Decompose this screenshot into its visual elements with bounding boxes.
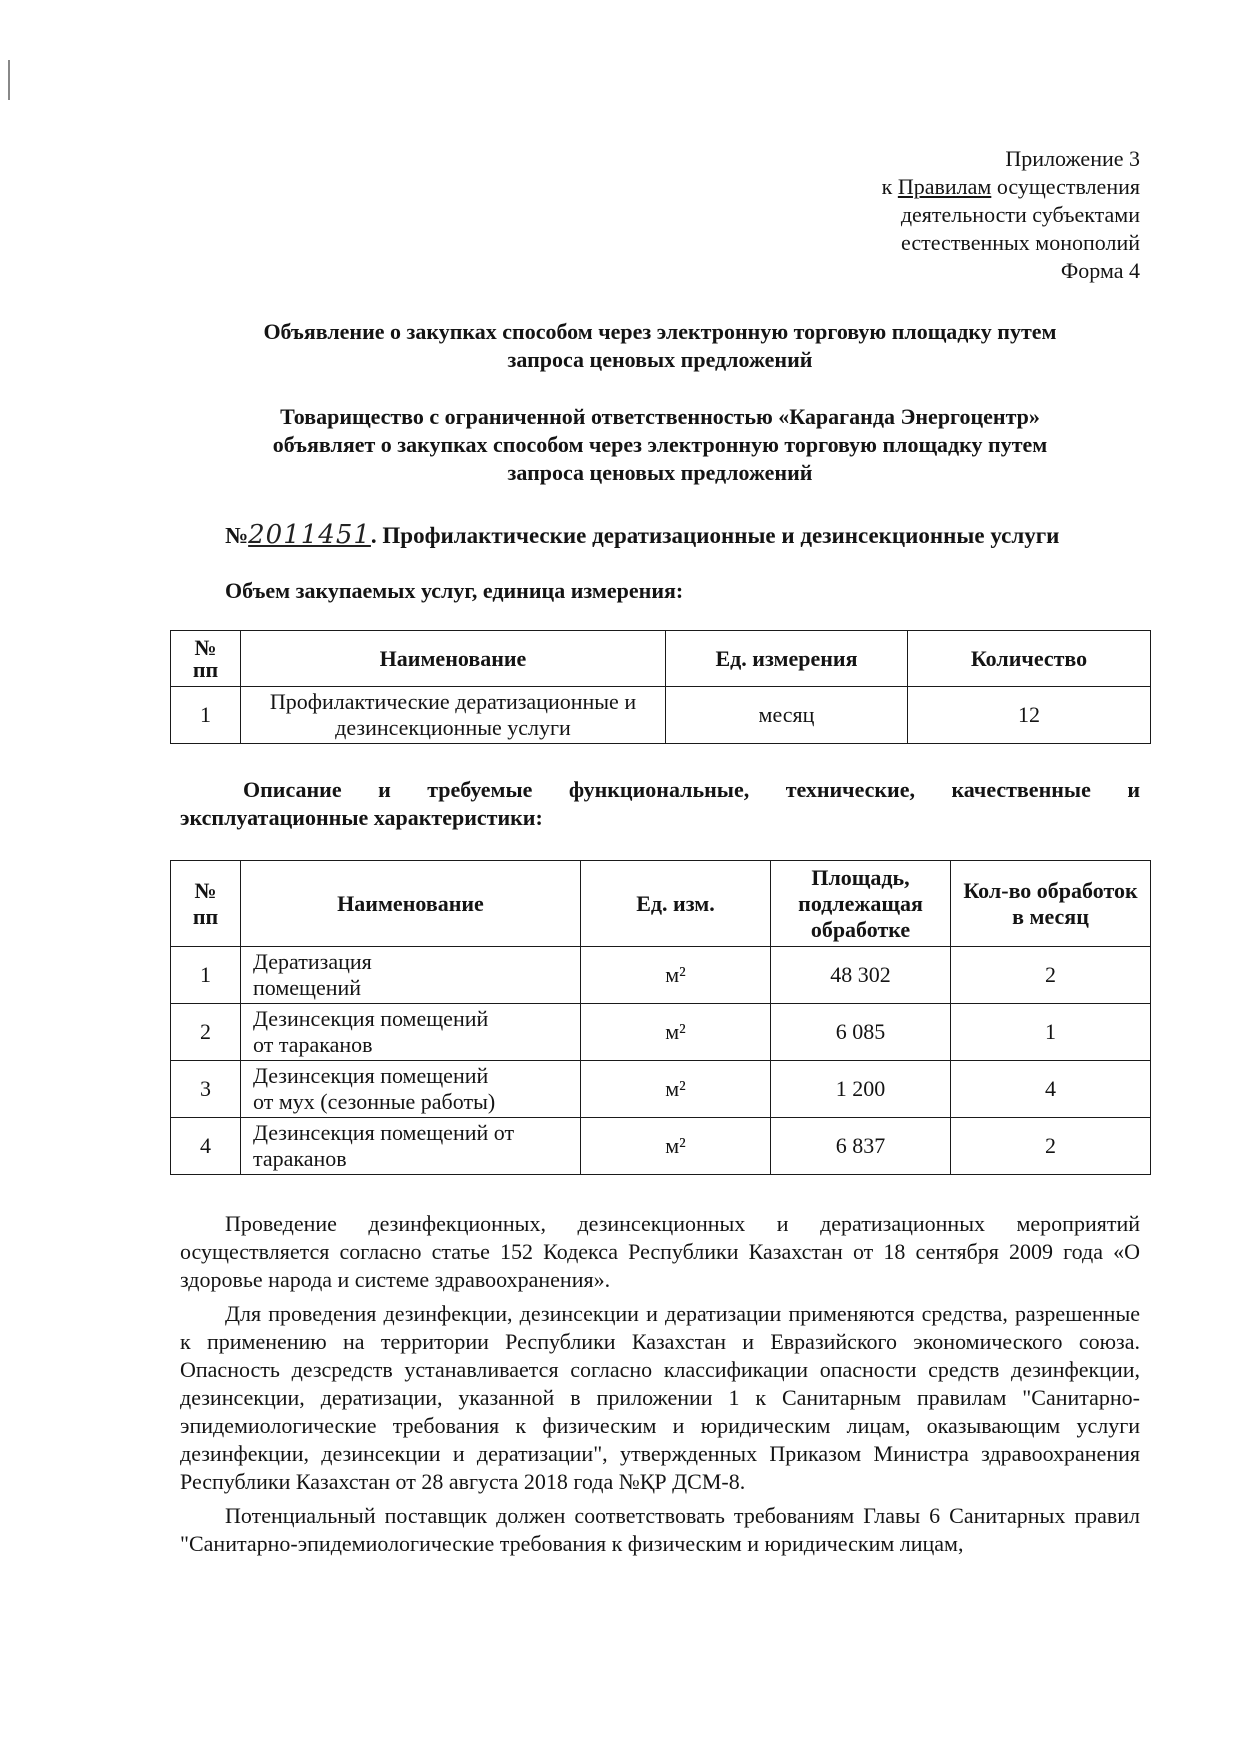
table-row: [171, 947, 1151, 1004]
paragraph: Потенциальный поставщик должен соответствовать требованиям Главы 6 Санитарных правил "Санитарно-эпидемиологические требования к физическим и юридическим лицам,: [180, 1503, 1140, 1556]
table-row: [171, 1061, 1151, 1118]
column-header: Площадь, подлежащая обработке: [771, 861, 951, 947]
column-header: Наименование: [241, 631, 666, 687]
volume-table: [170, 630, 1151, 744]
table-cell: 1: [171, 687, 241, 744]
column-header: Ед. измерения: [666, 631, 908, 687]
table-cell: 4: [171, 1118, 241, 1175]
volume-heading: Объем закупаемых услуг, единица измерения:: [225, 578, 684, 603]
table-cell: м²: [581, 1004, 771, 1061]
column-header: Кол-во обработок в месяц: [951, 861, 1151, 947]
table-cell: 6 085: [771, 1004, 951, 1061]
appendix-line: [780, 173, 1140, 201]
column-header: Наименование: [241, 861, 581, 947]
handwritten-lot-number: 2011451: [248, 520, 371, 550]
company-line: запроса ценовых предложений: [507, 460, 813, 485]
table-cell: Профилактические дератизационные и дезинсекционные услуги: [241, 687, 666, 744]
document-title: [180, 318, 1140, 374]
number-sign: №: [225, 523, 249, 548]
table-cell: 1 200: [771, 1061, 951, 1118]
body-text: [180, 1210, 1140, 1564]
appendix-suffix: осуществления: [991, 174, 1140, 199]
paragraph: Проведение дезинфекционных, дезинсекционных и дератизационных мероприятий осуществляется согласно статье 152 Кодекса Республики Казахстан от 18 сентября 2009 года «О здоровье народа и системе здравоохранения».: [180, 1211, 1140, 1292]
column-header: № пп: [171, 631, 241, 687]
table-cell: 3: [171, 1061, 241, 1118]
company-announcement: [180, 403, 1140, 487]
title-line: Объявление о закупках способом через электронную торговую площадку путем: [263, 319, 1057, 344]
table-cell: м²: [581, 1061, 771, 1118]
table-cell: Дератизация помещений: [241, 947, 581, 1004]
rules-link[interactable]: Правилам: [897, 174, 992, 199]
description-heading: [180, 776, 1140, 832]
table-cell: 4: [951, 1061, 1151, 1118]
table-cell: м²: [581, 947, 771, 1004]
paragraph: Для проведения дезинфекции, дезинсекции и дератизации применяются средства, разрешенные к применению на территории Республики Казахстан и Евразийского экономического союза. Опасность дезсредств устанавливается согласно классификации опасности средств дезинфекции, дезинсекции, дератизации, указанной в приложении 1 к Санитарным правилам "Санитарно-эпидемиологические требования к физическим и юридическим лицам, оказывающим услуги дезинфекции, дезинсекции и дератизации", утвержденных Приказом Министра здравоохранения Республики Казахстан от 28 августа 2018 года №ҚР ДСМ-8.: [180, 1301, 1140, 1494]
description-heading-text: Описание и требуемые функциональные, технические, качественные и эксплуатационные характеристики:: [180, 777, 1140, 830]
column-header: Количество: [908, 631, 1151, 687]
table-cell: Дезинсекция помещений от мух (сезонные работы): [241, 1061, 581, 1118]
column-header: № пп: [171, 861, 241, 947]
appendix-line: деятельности субъектами: [900, 202, 1140, 227]
table-header-row: [171, 631, 1151, 687]
table-cell: 2: [951, 947, 1151, 1004]
table-cell: 12: [908, 687, 1151, 744]
spec-table: [170, 860, 1151, 1175]
table-row: [171, 1118, 1151, 1175]
table-cell: месяц: [666, 687, 908, 744]
appendix-header: [780, 145, 1140, 285]
title-line: запроса ценовых предложений: [507, 347, 813, 372]
table-cell: 2: [171, 1004, 241, 1061]
table-header-row: [171, 861, 1151, 947]
table-cell: Дезинсекция помещений от тараканов: [241, 1004, 581, 1061]
lot-title: [225, 520, 1059, 550]
table-cell: м²: [581, 1118, 771, 1175]
table-cell: 2: [951, 1118, 1151, 1175]
table-cell: 6 837: [771, 1118, 951, 1175]
table-row: [171, 1004, 1151, 1061]
table-cell: 48 302: [771, 947, 951, 1004]
company-line: Товарищество с ограниченной ответственностью «Караганда Энергоцентр»: [280, 404, 1040, 429]
table-cell: Дезинсекция помещений от тараканов: [241, 1118, 581, 1175]
appendix-prefix: к: [881, 174, 898, 199]
column-header: Ед. изм.: [581, 861, 771, 947]
table-row: [171, 687, 1151, 744]
form-number: Форма 4: [1060, 258, 1140, 283]
company-line: объявляет о закупках способом через электронную торговую площадку путем: [272, 432, 1048, 457]
table-cell: 1: [951, 1004, 1151, 1061]
lot-name: . Профилактические дератизационные и дезинсекционные услуги: [370, 523, 1060, 548]
appendix-line: Приложение 3: [1005, 146, 1140, 171]
table-cell: 1: [171, 947, 241, 1004]
appendix-line: естественных монополий: [901, 230, 1140, 255]
scan-edge-mark: [8, 60, 10, 100]
